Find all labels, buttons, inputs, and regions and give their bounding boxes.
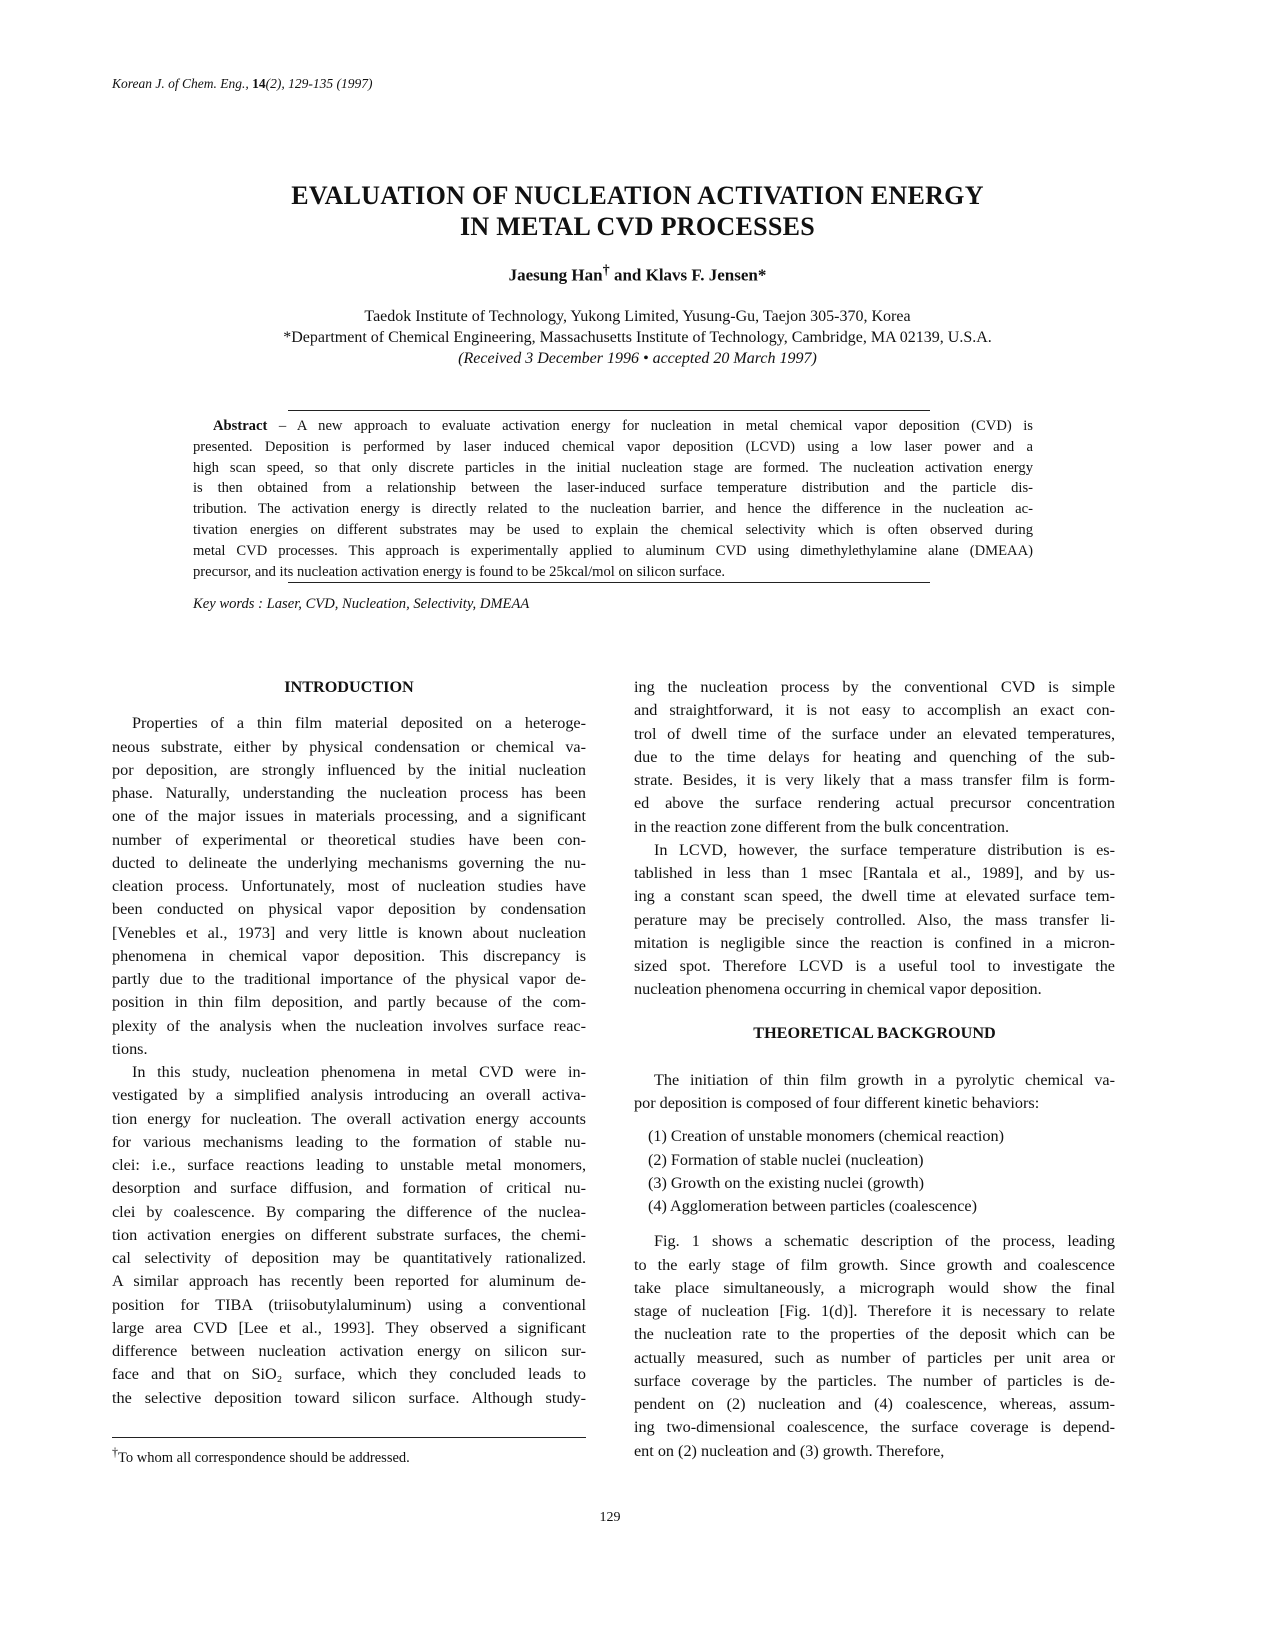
text-line: stage of nucleation [Fig. 1(d)]. Therefore it is necessary to relate — [634, 1302, 1115, 1320]
text-line: desorption and surface diffusion, and formation of critical nu- — [112, 1179, 586, 1198]
text-line: [Venebles et al., 1973] and very little is known about nucleation — [112, 923, 586, 942]
text-line: number of experimental or theoretical studies have been con- — [112, 830, 586, 849]
text-line: ing the nucleation process by the conventional CVD is simple — [634, 678, 1115, 696]
abstract-line: tivation energies on different substrates may be used to explain the chemical selectivity which is often observed during — [193, 521, 1033, 538]
text-line: cal selectivity of deposition may be quantitatively rationalized. — [112, 1249, 586, 1267]
kinetic-behaviors-list — [634, 1125, 1115, 1218]
abstract-line: precursor, and its nucleation activation energy is found to be 25kcal/mol on silicon surface. — [193, 563, 726, 580]
author: Jaesung Han — [508, 265, 603, 285]
paper-title — [0, 180, 1275, 242]
text-line: the nucleation rate to the properties of the deposit which can be — [634, 1325, 1115, 1344]
text-line: nucleation phenomena occurring in chemical vapor deposition. — [634, 980, 1042, 999]
paragraph — [634, 676, 1115, 839]
text-line: phenomena in chemical vapor deposition. This discrepancy is — [112, 946, 586, 965]
keywords: Key words : Laser, CVD, Nucleation, Selectivity, DMEAA — [193, 596, 530, 612]
section-heading-theoretical-background: THEORETICAL BACKGROUND — [753, 1023, 996, 1042]
text-line: In this study, nucleation phenomena in metal CVD were in- — [132, 1063, 586, 1081]
text-line: position in thin film deposition, and partly because of the com- — [112, 993, 586, 1012]
footnote — [112, 1445, 410, 1467]
abstract-line: is then obtained from a relationship between the laser-induced surface temperature distribution and the particle dis- — [193, 480, 1033, 497]
text-line: tion energy for nucleation. The overall activation energy accounts — [112, 1109, 586, 1128]
section-heading-introduction: INTRODUCTION — [284, 678, 414, 696]
list-item: (3) Growth on the existing nuclei (growth) — [648, 1173, 925, 1192]
text-line: to the early stage of film growth. Since growth and coalescence — [634, 1255, 1115, 1274]
text-line: Properties of a thin film material deposited on a heteroge- — [132, 714, 586, 733]
text-line: for various mechanisms leading to the formation of stable nu- — [112, 1132, 586, 1151]
footnote-text: To whom all correspondence should be addressed. — [118, 1449, 410, 1466]
text-line: take place simultaneously, a micrograph would show the final — [634, 1278, 1115, 1297]
text-line: ed above the surface rendering actual precursor concentration — [634, 794, 1115, 813]
text-line: strate. Besides, it is very likely that a mass transfer film is form- — [634, 771, 1115, 789]
text-line: in the reaction zone different from the bulk concentration. — [634, 817, 1010, 836]
text-line: por deposition is composed of four different kinetic behaviors: — [634, 1094, 1040, 1112]
authors — [0, 262, 1275, 286]
text-line: tablished in less than 1 msec [Rantala et al., 1989], and by us- — [634, 864, 1115, 882]
right-column — [634, 676, 1115, 1463]
issue-pages: (2), 129-135 (1997) — [265, 76, 373, 91]
text-line: large area CVD [Lee et al., 1993]. They observed a significant — [112, 1318, 586, 1337]
paragraph — [634, 1069, 1115, 1116]
left-column — [112, 676, 586, 1410]
and-text: and — [613, 265, 642, 285]
text-line: ing two-dimensional coalescence, the surface coverage is depend- — [634, 1418, 1115, 1437]
text-line: perature may be precisely controlled. Also, the mass transfer li- — [634, 910, 1115, 929]
text-line: plexity of the analysis when the nucleation involves surface reac- — [112, 1016, 586, 1035]
affiliations — [0, 306, 1275, 369]
text-line: position for TIBA (triisobutylaluminum) using a conventional — [112, 1295, 586, 1314]
text-line: been conducted on physical vapor deposition by condensation — [112, 900, 586, 919]
text-line: tion activation energies on different substrate surfaces, the chemi- — [112, 1225, 586, 1244]
text-line: clei: i.e., surface reactions leading to unstable metal monomers, — [112, 1156, 586, 1174]
text-line: and straightforward, it is not easy to accomplish an exact con- — [634, 701, 1115, 720]
affiliation: Taedok Institute of Technology, Yukong Limited, Yusung-Gu, Taejon 305-370, Korea — [364, 308, 911, 325]
abstract-line — [193, 416, 1033, 437]
text-line: ducted to delineate the underlying mechanisms governing the nu- — [112, 853, 586, 872]
abstract-bottom-rule — [288, 582, 930, 583]
text-line: difference between nucleation activation energy on silicon sur- — [112, 1342, 586, 1360]
text-line: one of the major issues in materials processing, and a significant — [112, 807, 586, 826]
text-line: the selective deposition toward silicon surface. Although study- — [112, 1388, 586, 1407]
text-line: clei by coalescence. By comparing the difference of the nuclea- — [112, 1202, 586, 1221]
text-line: vestigated by a simplified analysis introducing an overall activa- — [112, 1086, 586, 1105]
footnote-rule — [112, 1437, 586, 1438]
page-number: 129 — [599, 1510, 621, 1525]
text-line: partly due to the traditional importance of the physical vapor de- — [112, 970, 586, 988]
dagger-mark: † — [112, 1445, 119, 1459]
text-line: due to the time delays for heating and quenching of the sub- — [634, 747, 1115, 766]
text-line: phase. Naturally, understanding the nucleation process has been — [112, 784, 586, 802]
received-dates: (Received 3 December 1996 • accepted 20 March 1997) — [458, 350, 817, 367]
abstract-line: presented. Deposition is performed by laser induced chemical vapor deposition (LCVD) using a low laser power and a — [193, 438, 1033, 455]
paragraph — [634, 839, 1115, 1002]
text-line: actually measured, such as number of particles per unit area or — [634, 1348, 1115, 1367]
text-line: cleation process. Unfortunately, most of nucleation studies have — [112, 877, 586, 895]
text-line: pendent on (2) nucleation and (4) coalescence, whereas, assum- — [634, 1395, 1115, 1413]
abstract-line: tribution. The activation energy is directly related to the nucleation barrier, and hence the difference in the nucleation ac- — [193, 501, 1033, 518]
text-line: tions. — [112, 1039, 148, 1058]
text-line: ent on (2) nucleation and (3) growth. Therefore, — [634, 1441, 945, 1460]
text-line: The initiation of thin film growth in a pyrolytic chemical va- — [654, 1070, 1115, 1089]
affiliation: *Department of Chemical Engineering, Massachusetts Institute of Technology, Cambridge, MA 02139, U.S.A. — [283, 329, 992, 346]
text-line: trol of dwell time of the surface under an elevated temperatures, — [634, 724, 1115, 743]
list-item: (1) Creation of unstable monomers (chemical reaction) — [648, 1127, 1004, 1146]
abstract-line: metal CVD processes. This approach is experimentally applied to aluminum CVD using dimethylethylamine alane (DMEAA) — [193, 542, 1033, 559]
paragraph — [112, 712, 586, 1061]
list-item: (2) Formation of stable nuclei (nucleation) — [648, 1150, 924, 1169]
text-line: por deposition, are strongly influenced by the initial nucleation — [112, 760, 586, 779]
text-line: In LCVD, however, the surface temperature distribution is es- — [654, 840, 1115, 859]
journal-name: Korean J. of Chem. Eng., — [112, 76, 249, 91]
title-line: IN METAL CVD PROCESSES — [459, 212, 816, 241]
text-line: neous substrate, either by physical condensation or chemical va- — [112, 737, 586, 756]
abstract — [193, 416, 1033, 582]
abstract-text: – A new approach to evaluate activation energy for nucleation in metal chemical vapor deposition (CVD) is — [267, 418, 1033, 434]
text-line: face and that on SiO₂ surface, which they concluded leads to — [112, 1365, 586, 1384]
list-item: (4) Agglomeration between particles (coalescence) — [648, 1197, 977, 1215]
abstract-label: Abstract — [213, 418, 268, 434]
title-line: EVALUATION OF NUCLEATION ACTIVATION ENERGY — [291, 181, 984, 210]
text-line: A similar approach has recently been reported for aluminum de- — [112, 1272, 586, 1291]
author: Klavs F. Jensen* — [645, 265, 767, 285]
text-line: ing a constant scan speed, the dwell time at elevated surface tem- — [634, 887, 1115, 906]
abstract-top-rule — [288, 410, 930, 411]
text-line: sized spot. Therefore LCVD is a useful tool to investigate the — [634, 957, 1115, 975]
text-line: Fig. 1 shows a schematic description of the process, leading — [654, 1232, 1115, 1251]
journal-header — [112, 76, 372, 92]
text-line: mitation is negligible since the reaction is confined in a micron- — [634, 933, 1115, 952]
volume: 14 — [252, 76, 266, 91]
text-line: surface coverage by the particles. The number of particles is de- — [634, 1371, 1115, 1390]
abstract-line: high scan speed, so that only discrete particles in the initial nucleation stage are formed. The nucleation activation energy — [193, 459, 1033, 476]
dagger-mark: † — [602, 262, 610, 278]
paragraph — [112, 1061, 586, 1410]
paragraph — [634, 1230, 1115, 1463]
